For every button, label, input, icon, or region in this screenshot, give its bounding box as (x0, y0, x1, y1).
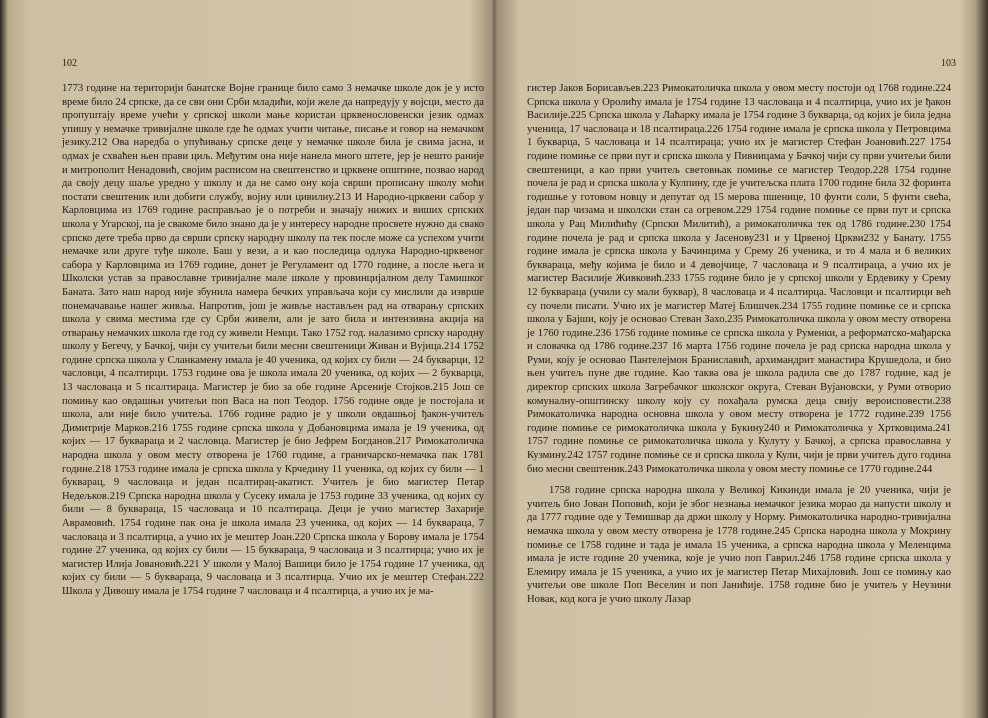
left-page-text (62, 82, 484, 599)
left-page-number: 102 (62, 58, 77, 69)
left-page (8, 0, 492, 718)
left-paragraph-1: 1773 године на територији банатске Војне границе било само 3 немачке школе док је у исто време било 24 српске, да се сви они Срби младићи, који желе да напредују у војсци, место да пропуштају време учећи у српској школи мање користан црквенословенски језик одмах упишу у немачке тривијалне школе где ће одмах учити читање, писање и говор на немачком језику.212 Ова наредба о упућивању српске деце у немачке школе била је свима јасна, и одмах је схваћен њен прави циљ. Међутим она није нанела много штете, јер је нешто раније и митрополит Ненадовић, својим расписом на свештенство и црквене општине, позвао народ да своју децу шаље уредно у школу и да не само ону која сврши прописану школу моћи постати свештеник или добити службу, војну или цивилну.213 И Народно-црквени сабор у Карловцима из 1769 године расправљао је о потреби и значају нижих и виших српских школа у Угарској, па је свакоме било знано да је у интересу народне просвете нужно да свако српско дете треба прво да сврши српску народну школу па тек после може са успехом учити немачке или друге туђе школе. Баш у вези, а и као последица одлука Народно-црквеног сабора у Карловцима из 1769 године, донет је Регуламент од 1770 године, а после њега и Школски устав за православне тривијалне мале школе у провинцијалном делу Тамишког Баната. Зато наш народ није збунила намера бечких управљача који су мислили да изврше понемачавање нашег живља. Напротив, још је живље настављен рад на отварању српских школа у свима местима где су Срби живели, али је зато била и интензивна акција на отварању немачких школа где год су живели Немци. Тако 1752 год. налазимо српску народну школу у Бегечу, у Бачкој, чији су учитељи били месни свештеници Живан и Вујица.214 1752 године српска школа у Сланкамену имала је 40 ученика, од којих су били — 24 букварци, 12 часловци, 4 псалтирци. 1753 године ова је школа имала 20 ученика, од којих — 2 букварца, 13 часловаца и 5 псалтираца. Магистер је био за обе године Арсеније Стојков.215 Још се помињу као овдашњи учитељи поп Васа на поп Теодор. 1756 године овде је постојала и школа, али није било учитеља. 1766 године радио је у школи овдашњој ђакон-учитељ Димитрије Марков.216 1755 године српска школа у Добановцима имала је 19 ученика, од којих — 17 букварaца и 2 часловца. Магистер је био Јефрем Богданов.217 Римокатоличка народна школа у овом месту отворена је 1760 године, а граничарско-немачка пак 1781 године.218 1753 године имала је српска школа у Крчедину 11 ученика, од којих су били — 1 букварац, 9 часловаца и један псалтирац-акатист. Учитељ је био магистер Петар Недељков.219 Српска народна школа у Сусеку имала је 1753 године 33 ученика, од којих су били — 8 букварaца, 15 часловаца и 10 псалтираца. Деци је учио магистер Захарије Аврамовић. 1754 године пак она је школа имала 23 ученика, од којих — 14 букварaца, 7 часловаца и 3 псалтирца, а учио их је мештер Јоан.220 Српска школа у Борову имала је 1754 године 27 ученика, од којих су били — 15 букварaца, 9 часловаца и 3 псалтирца; учио их је магистер Илија Јовановић.221 У школи у Малој Вашици било је 1754 године 17 ученика, од којих су били — 5 букварaца, 9 часловаца и 3 псалтирца. Учио их је мештер Стефан.222 Школа у Дивошу имала је 1754 године 7 часловаца и 4 псалтирца, а учио их је ма- (62, 83, 484, 597)
right-page-text (527, 82, 951, 607)
right-paragraph-1: гистер Јаков Борисављев.223 Римокатоличка школа у овом месту постоји од 1768 године.224 Српска школа у Оролићу имала је 1754 године 13 часловаца и 4 псалтирца, учио их је ђакон Василије.225 Српска школа у Лаћарку имала је 1754 године 3 букварца, од којих је била једна ученица, 17 часловаца и 18 псалтираца.226 1754 године имала је српска школа у Петровцима 1 букварца, 5 часловаца и 14 псалтираца; учио их је магистер Стефан Јоановић.227 1754 године помиње се први пут и српска школа у Пивницама у Бачкој чији су први учитељи били свештеници, а као први учитељ световњак помиње се магистер Теодор.228 1754 године почела је рад и српска школа у Кулпину, где је учитељска плата 1700 године била 32 форинта годишње у готовом новцу и депутат од 15 мерова пшенице, 10 фунти соли, 5 фунти свећа, један пар чизама и школски стан са огревом.229 1754 године помиње се први пут и српска школа у Рац Милићићу (Српски Милитић), а римокатоличка тек од 1786 године.230 1754 године почела је рад и српска школа у Јасенову231 и у Црвеној Цркви232 у Банату. 1755 године имала је српска школа у Бачинцима у Срему 26 ученика, и то 4 мала и 6 великих букварaца, међу којима је било и 4 девојчице, 7 часловаца и 9 псалтираца, а учио их је магистер Василије Живковић.233 1755 године било је у српској школи у Ердевику у Срему 12 букварaца (учили су мали буквар), 8 часловаца и 4 псалтирца. Часловци и псалтирци већ су почели писати. Учио их је магистер Матеј Блишчек.234 1755 године помиње се и српска школа у Бајши, коју је основао Стеван Захо.235 Римокатоличка школа у овом месту отворена је 1760 године.236 1756 године помиње се српска школа у Руменки, а реформатско-мађарска и словачка од 1786 године.237 16 марта 1756 године почела је рад српска народна школа у Руми, коју је основао Пантелејмон Браниславић, архимандрит манастира Крушедола, и био њен учитељ пуне две године. Као таква ова је школа радила све до 1787 године, кад је директор српских школа Загребачког школског округа, Стеван Вујановски, у Руми отворио комуналну-општинску школу коју су похађала румска деца свију вероисповести.238 Римокатоличка народна основна школа у овом месту отворена је 1772 године.239 1756 године помиње се римокатоличка школа у Букину240 и Римокатоличка у Хртковцима.241 1757 године помиње се римокатоличка школа у Кулуту у Бачкој, а српска православна у Кузмину.242 1757 године помиње се и српска школа у Кули, чији је први учитељ дуго година био месни свештеник.243 Римокатоличка школа у овом месту помиње се 1770 године.244 (527, 83, 951, 475)
right-paragraph-2: 1758 године српска народна школа у Великој Кикинди имала је 20 ученика, чији је учитељ био Јован Поповић, који је због незнања немачког језика морао да напусти школу и да 1777 године оде у Темишвар да држи школу у Норму. Римокатоличка народно-тривијална немачка школа у овом месту отворена је 1778 године.245 Српска народна школа у Мокрину помиње се 1758 године и тада је имала 15 ученика, а српска народна школа у Меленцима имала је исте године 20 ученика, које је учио поп Гаврил.246 1758 године српска школа у Елемиру имала је 15 ученика, а учио их је магистер Петар Михајловић. Још се помињу као учитељи ове школе Поп Веселин и поп Јанићије. 1758 године био је учитељ у Неузини Новак, код кога је учио школу Лазар (527, 485, 951, 605)
right-page (497, 0, 980, 718)
right-page-number: 103 (941, 58, 956, 69)
